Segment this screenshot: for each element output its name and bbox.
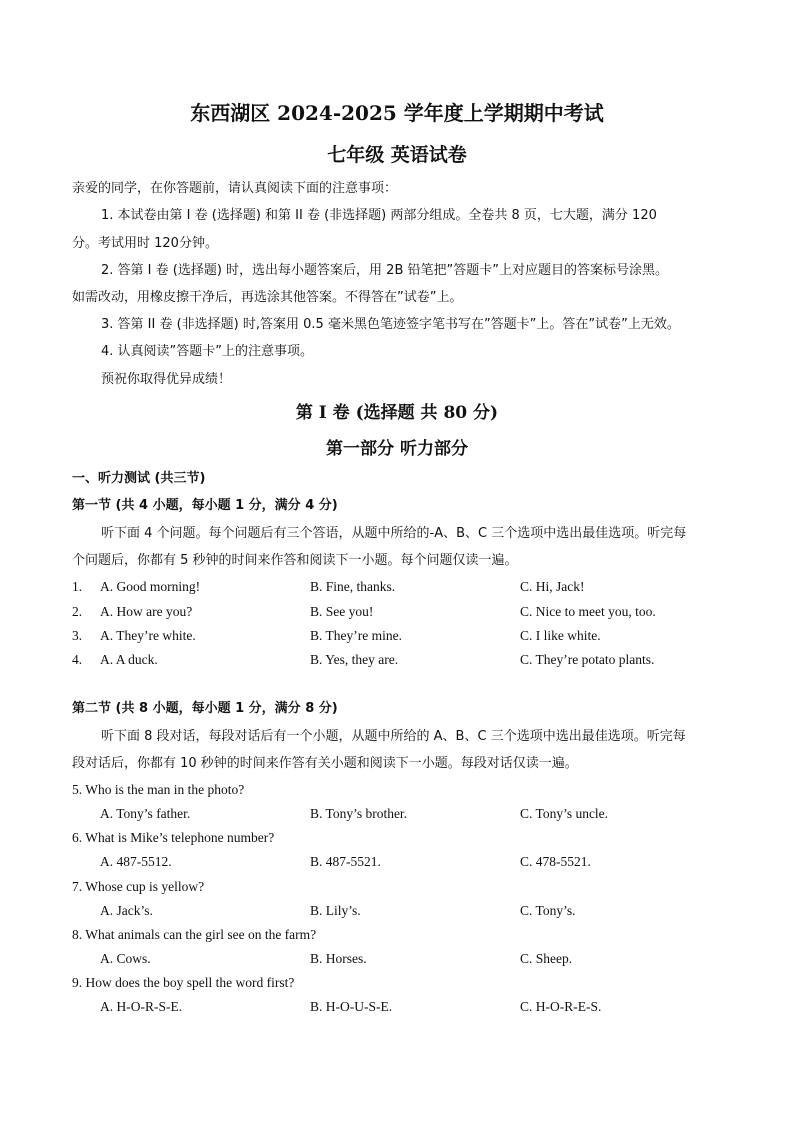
option-c: C. H-O-R-E-S. [520, 999, 602, 1014]
option-a: A. Good morning! [100, 579, 201, 594]
question-text: 6. What is Mike’s telephone number? [72, 830, 275, 845]
instruction-2-line-1: 2. 答第 I 卷 (选择题) 时，选出每小题答案后，用 2B 铅笔把”答题卡”上对应题目的答案标号涂黑。 [101, 263, 668, 278]
option-a: A. A duck. [100, 652, 158, 667]
section-heading: 一、听力测试 (共三节) [72, 471, 206, 486]
sub-section-1-direction-line-1: 听下面 4 个问题。每个问题后有三个答语，从题中所给的-A、B、C 三个选项中选出最佳选项。听完每 [101, 526, 687, 541]
question-number: 2. [72, 604, 83, 619]
sub-section-1-direction-line-2: 个问题后，你都有 5 秒钟的时间来作答和阅读下一小题。每个问题仅读一遍。 [72, 553, 518, 568]
sub-section-2-direction-line-1: 听下面 8 段对话，每段对话后有一个小题，从题中所给的 A、B、C 三个选项中选出最佳选项。听完每 [101, 729, 686, 744]
question-text: 9. How does the boy spell the word first? [72, 975, 295, 990]
instruction-4: 4. 认真阅读”答题卡”上的注意事项。 [101, 344, 314, 359]
option-b: B. Fine, thanks. [310, 579, 396, 594]
option-b: B. They’re mine. [310, 628, 402, 643]
question-number: 3. [72, 628, 83, 643]
question-number: 4. [72, 652, 83, 667]
option-a: A. How are you? [100, 604, 193, 619]
exam-subtitle: 七年级 英语试卷 [327, 144, 467, 166]
option-b: B. Horses. [310, 951, 367, 966]
option-b: B. 487-5521. [310, 854, 381, 869]
option-c: C. 478-5521. [520, 854, 591, 869]
sub-section-2-heading: 第二节 (共 8 小题，每小题 1 分，满分 8 分) [72, 701, 338, 716]
option-a: A. Jack’s. [100, 903, 153, 918]
instructions-greeting: 亲爱的同学，在你答题前，请认真阅读下面的注意事项： [72, 181, 398, 196]
option-c: C. Tony’s uncle. [520, 806, 609, 821]
question-text: 7. Whose cup is yellow? [72, 879, 205, 894]
option-c: C. Hi, Jack! [520, 579, 585, 594]
sub-section-1-heading: 第一节 (共 4 小题，每小题 1 分，满分 4 分) [72, 498, 338, 513]
option-b: B. See you! [310, 604, 374, 619]
option-a: A. H-O-R-S-E. [100, 999, 183, 1014]
question-number: 1. [72, 579, 83, 594]
option-a: A. Tony’s father. [100, 806, 191, 821]
question-text: 8. What animals can the girl see on the farm? [72, 927, 317, 942]
option-b: B. Lily’s. [310, 903, 361, 918]
instruction-1-line-1: 1. 本试卷由第 I 卷 (选择题) 和第 II 卷 (非选择题) 两部分组成。全卷共 8 页，七大题，满分 120 [101, 208, 657, 223]
option-a: A. Cows. [100, 951, 151, 966]
option-a: A. 487-5512. [100, 854, 172, 869]
instruction-3: 3. 答第 II 卷 (非选择题) 时,答案用 0.5 毫米黑色笔迹签字笔书写在”答题卡”上。答在”试卷”上无效。 [101, 317, 680, 332]
instruction-2-line-2: 如需改动，用橡皮擦干净后，再选涂其他答案。不得答在”试卷”上。 [72, 290, 463, 305]
instructions-wish: 预祝你取得优异成绩！ [101, 372, 232, 387]
option-b: B. Yes, they are. [310, 652, 399, 667]
exam-title: 东西湖区 2024-2025 学年度上学期期中考试 [190, 101, 604, 125]
volume-title: 第 I 卷 (选择题 共 80 分) [295, 403, 499, 423]
option-c: C. Sheep. [520, 951, 573, 966]
sub-section-2-direction-line-2: 段对话后，你都有 10 秒钟的时间来作答有关小题和阅读下一小题。每段对话仅读一遍。 [72, 756, 578, 771]
option-c: C. I like white. [520, 628, 601, 643]
question-text: 5. Who is the man in the photo? [72, 782, 245, 797]
option-c: C. Tony’s. [520, 903, 576, 918]
option-b: B. Tony’s brother. [310, 806, 408, 821]
option-b: B. H-O-U-S-E. [310, 999, 393, 1014]
instruction-1-line-2: 分。考试用时 120分钟。 [72, 236, 218, 251]
option-c: C. They’re potato plants. [520, 652, 655, 667]
part-title: 第一部分 听力部分 [326, 439, 468, 459]
option-c: C. Nice to meet you, too. [520, 604, 656, 619]
option-a: A. They’re white. [100, 628, 196, 643]
